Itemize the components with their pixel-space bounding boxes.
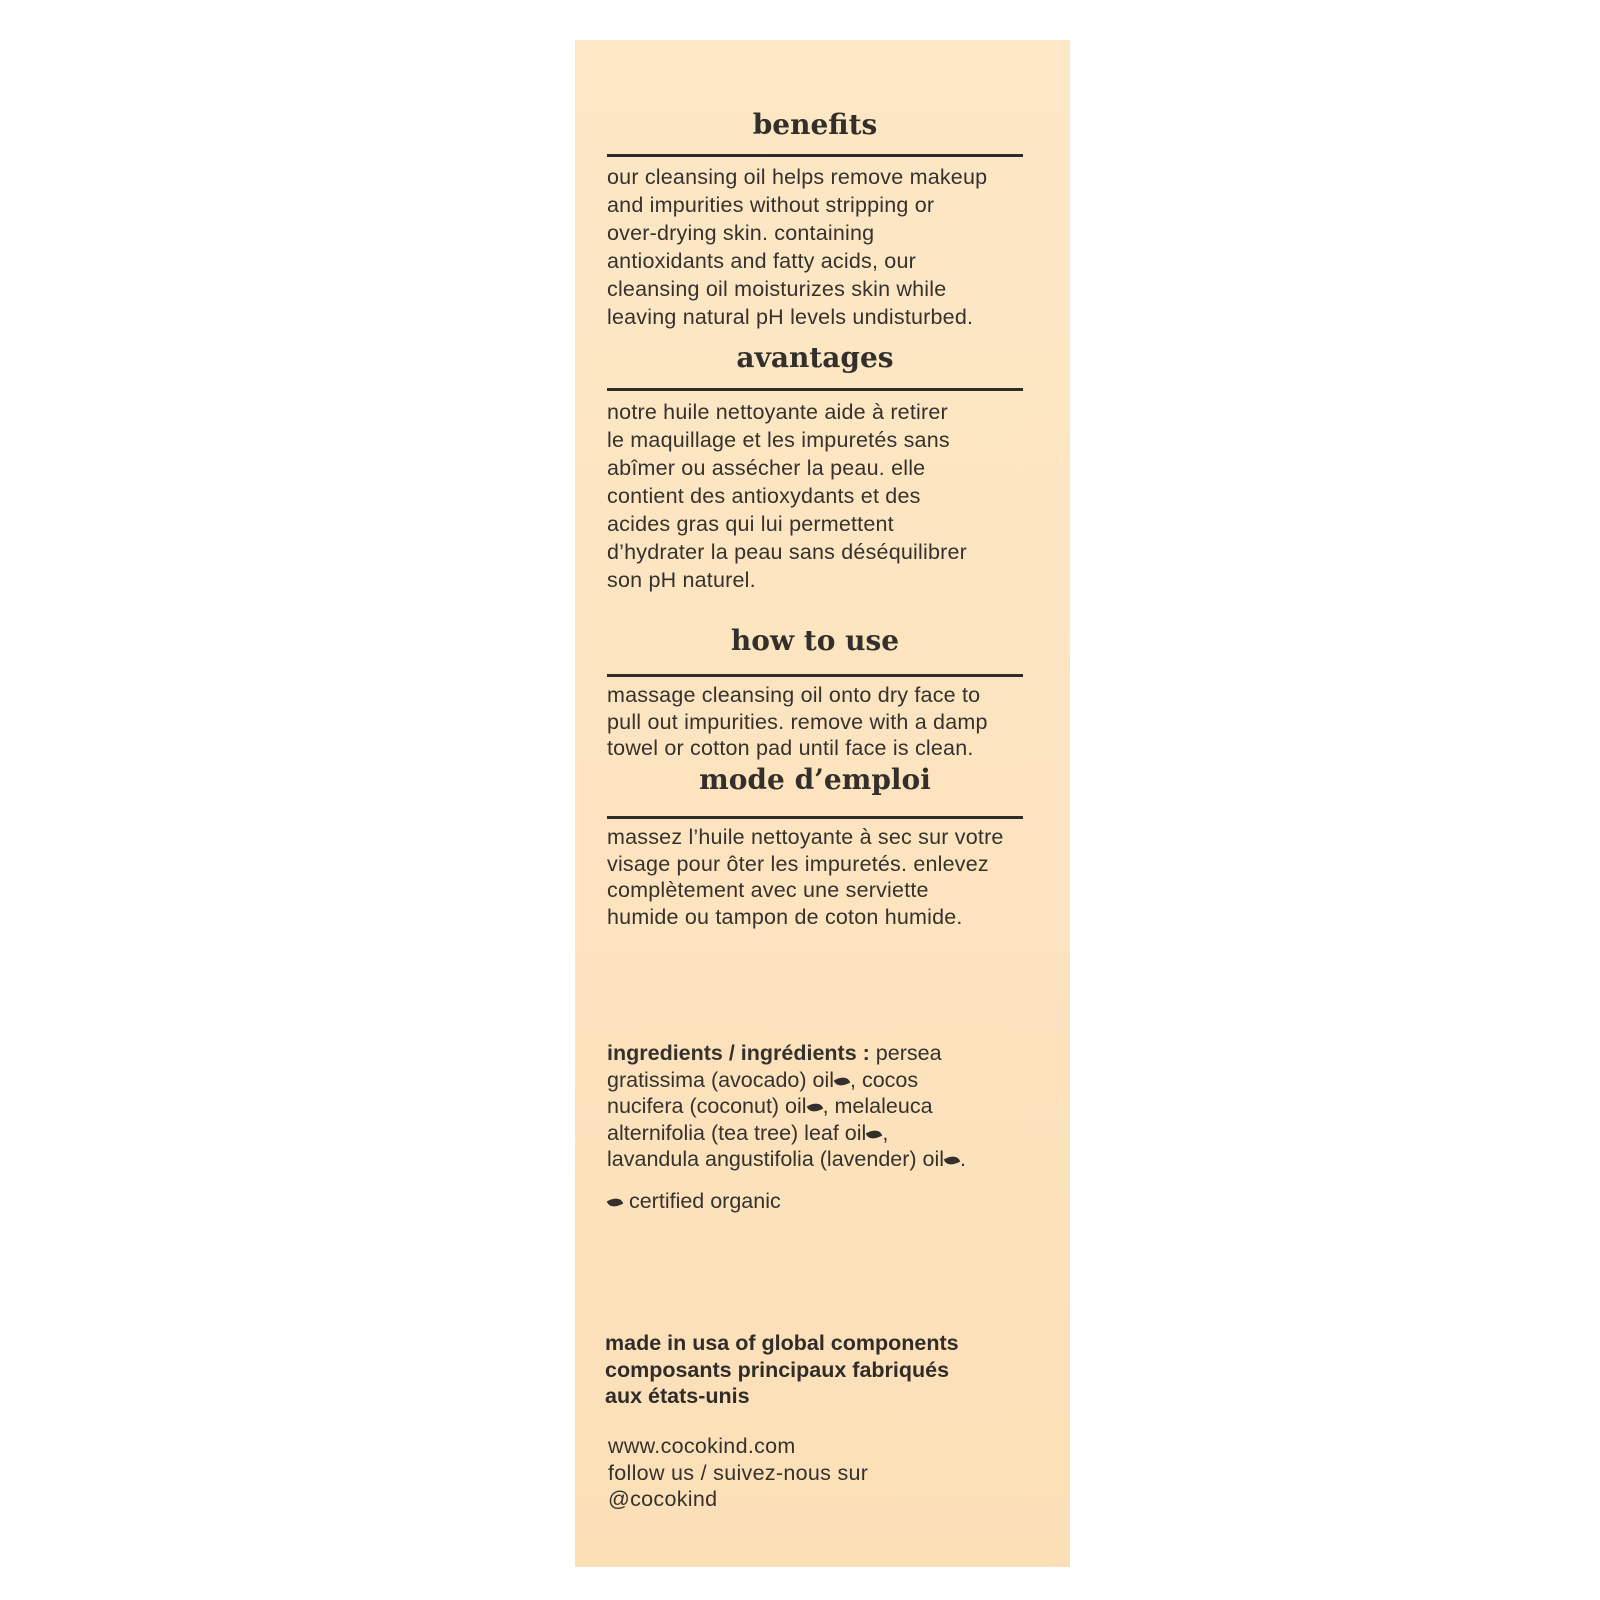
benefits-heading: benefits <box>752 108 878 141</box>
ingredient-lavender: , lavandula angustifolia (lavender) oil <box>607 1120 945 1171</box>
certified-organic-text: certified organic <box>623 1189 781 1213</box>
leaf-icon <box>607 1195 623 1209</box>
how-to-use-divider <box>607 674 1023 677</box>
benefits-text: our cleansing oil helps remove makeup and impurities without stripping or over-drying skin. containing antioxidants and fatty acids, our cleansing oil moisturizes skin while leaving natural pH levels undisturbed. <box>607 165 988 329</box>
benefits-divider <box>607 154 1023 157</box>
leaf-icon <box>944 1153 960 1167</box>
origin-statement: made in usa of global components composants principaux fabriqués aux états-unis <box>605 1331 959 1408</box>
certified-organic-note <box>607 1188 781 1214</box>
mode-emploi-text: massez l’huile nettoyante à sec sur votre visage pour ôter les impuretés. enlevez complètement avec une serviette humide ou tampon de coton humide. <box>607 825 1004 929</box>
leaf-icon <box>866 1127 882 1141</box>
contact-info: www.cocokind.com follow us / suivez-nous sur @cocokind <box>608 1434 869 1511</box>
ingredient-avocado: persea gratissima (avocado) oil <box>607 1041 942 1092</box>
avantages-divider <box>607 388 1023 391</box>
product-box-panel <box>575 40 1070 1567</box>
how-to-use-heading: how to use <box>730 624 900 657</box>
ingredients-label: ingredients / ingrédients : <box>607 1041 870 1065</box>
mode-emploi-divider <box>607 816 1023 819</box>
ingredients-list <box>607 1040 1037 1173</box>
leaf-icon <box>834 1074 850 1088</box>
mode-emploi-heading: mode d’emploi <box>699 763 931 796</box>
avantages-heading: avantages <box>736 341 894 374</box>
leaf-icon <box>806 1100 822 1114</box>
ingredient-tea-tree: , melaleuca alternifolia (tea tree) leaf oil <box>607 1094 933 1145</box>
ingredient-coconut: , cocos nucifera (coconut) oil <box>607 1067 919 1118</box>
how-to-use-text: massage cleansing oil onto dry face to pull out impurities. remove with a damp towel or cotton pad until face is clean. <box>607 683 988 760</box>
avantages-text: notre huile nettoyante aide à retirer le maquillage et les impuretés sans abîmer ou assécher la peau. elle contient des antioxydants et des acides gras qui lui permettent d’hydrater la peau sans déséquilibrer son pH naturel. <box>607 400 967 592</box>
ingredients-end: . <box>960 1147 967 1171</box>
